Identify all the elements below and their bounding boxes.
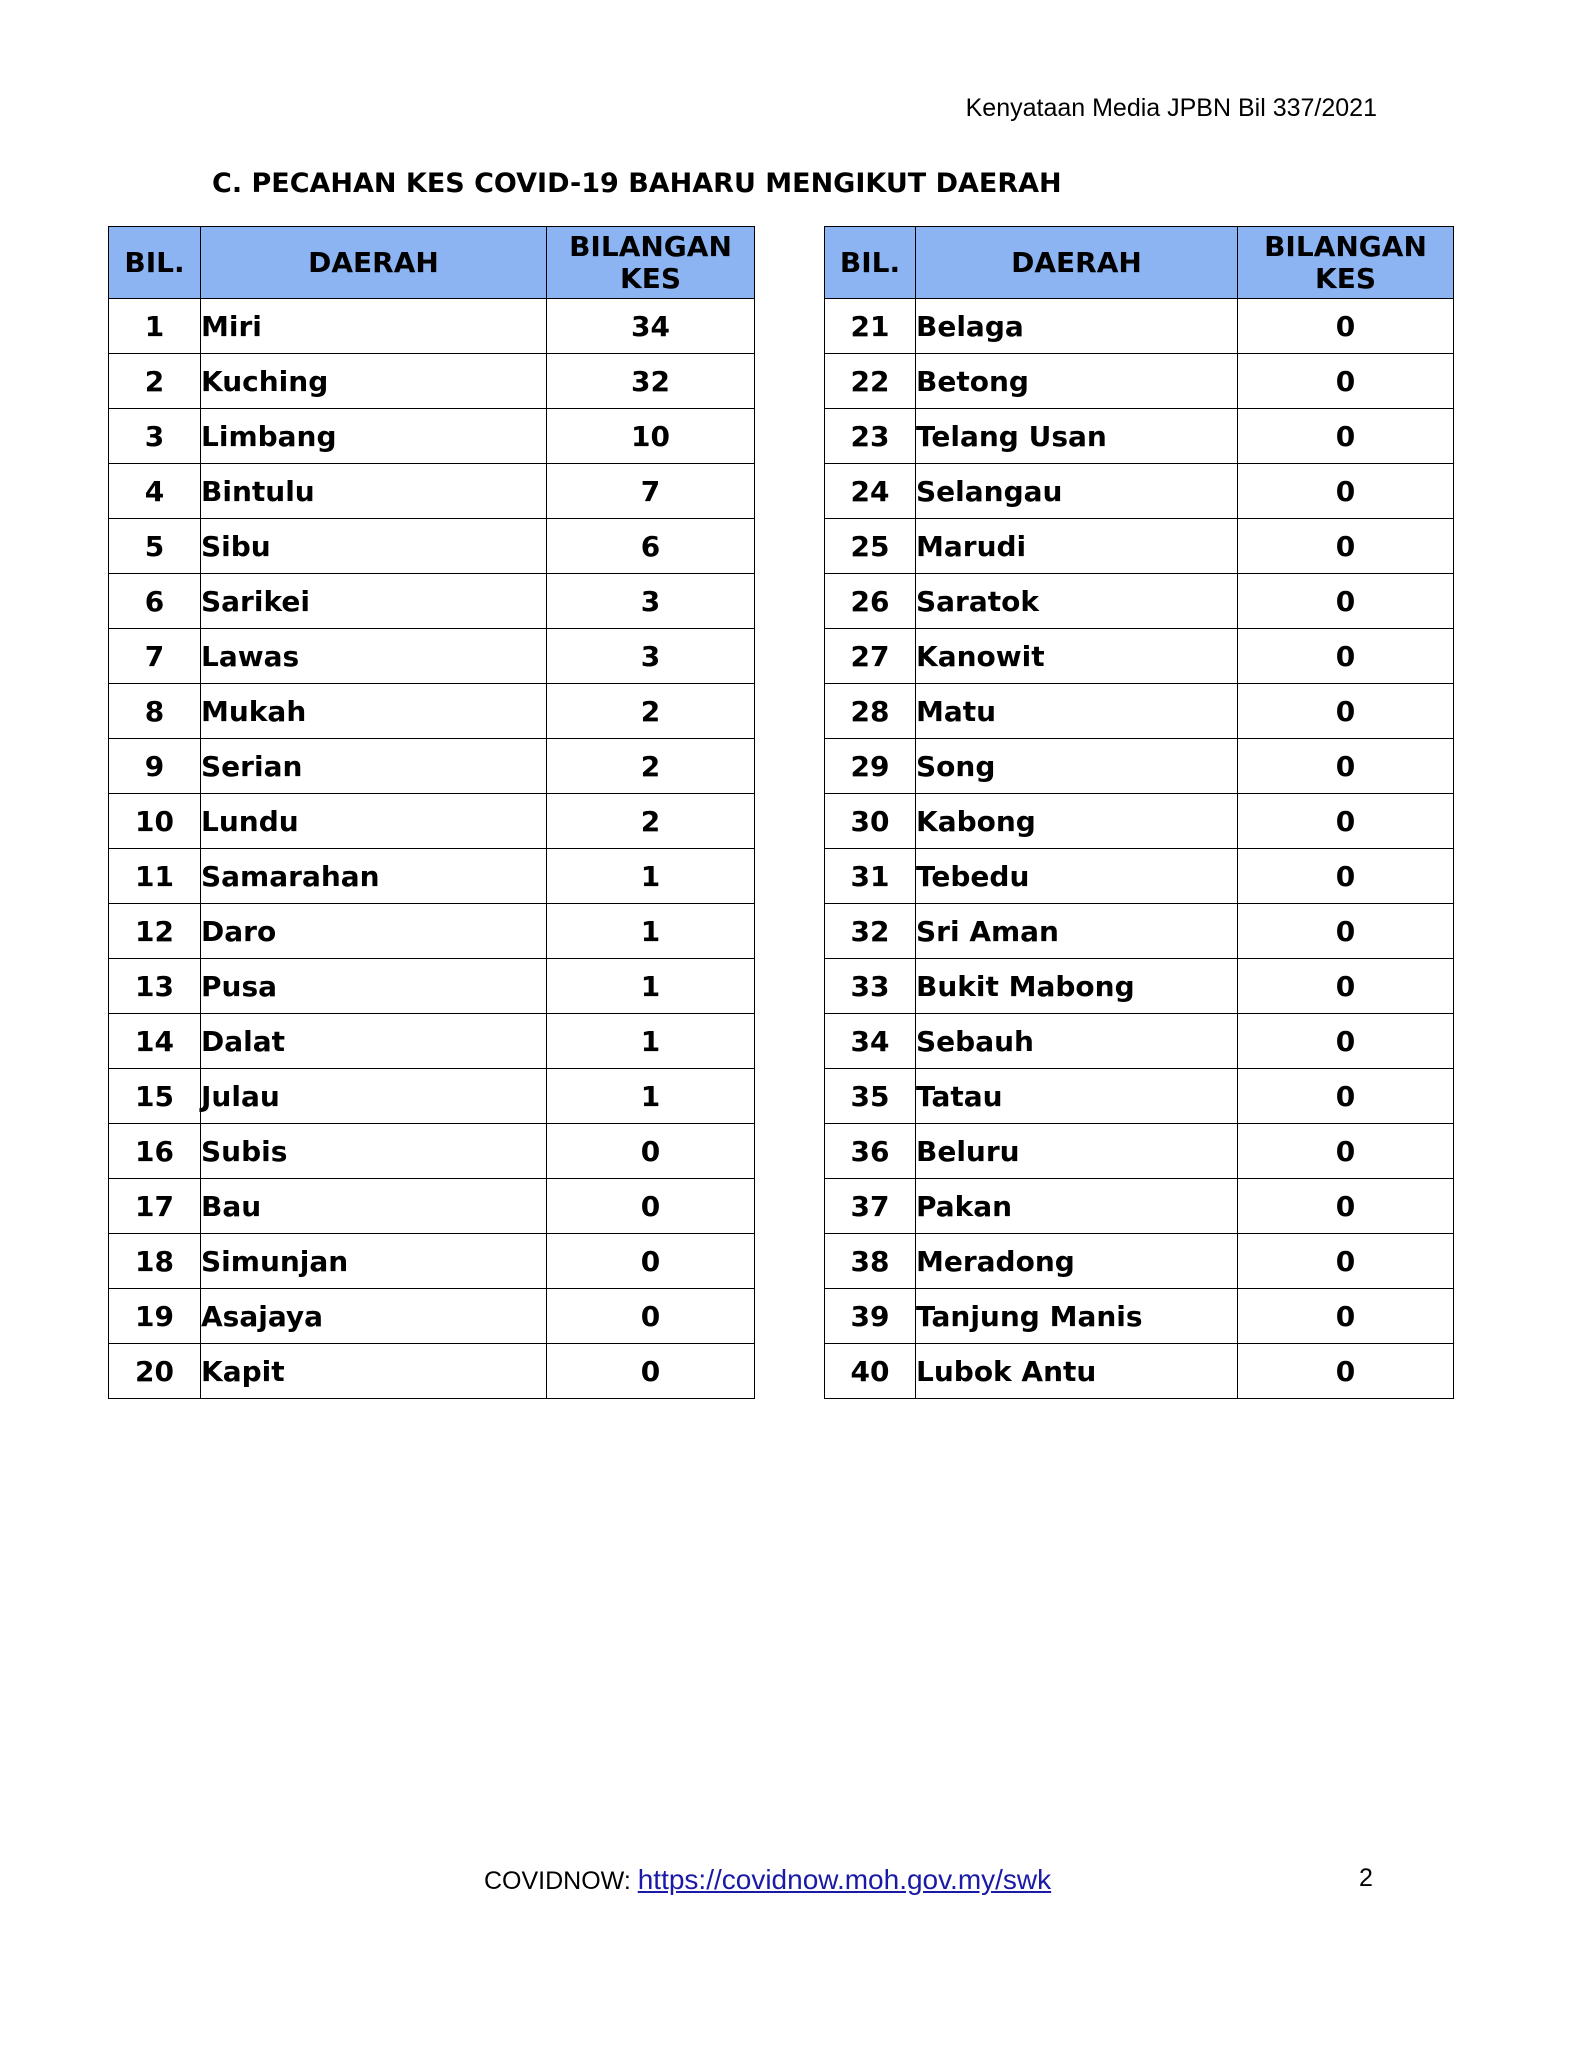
case-count: 1 <box>547 1069 755 1124</box>
row-number: 2 <box>109 354 201 409</box>
row-number: 8 <box>109 684 201 739</box>
district-name: Kanowit <box>916 629 1238 684</box>
case-count: 3 <box>547 629 755 684</box>
table-row <box>109 1014 755 1069</box>
row-number: 10 <box>109 794 201 849</box>
district-name: Lubok Antu <box>916 1344 1238 1399</box>
row-number: 31 <box>825 849 916 904</box>
table-row <box>109 299 755 354</box>
case-count: 0 <box>1238 354 1454 409</box>
district-name: Limbang <box>201 409 547 464</box>
row-number: 4 <box>109 464 201 519</box>
table-row <box>825 904 1454 959</box>
row-number: 22 <box>825 354 916 409</box>
table-row <box>825 959 1454 1014</box>
row-number: 25 <box>825 519 916 574</box>
table-row <box>825 684 1454 739</box>
column-header-cases-line1: BILANGAN <box>1264 229 1427 263</box>
case-count: 0 <box>1238 959 1454 1014</box>
row-number: 30 <box>825 794 916 849</box>
case-count: 2 <box>547 684 755 739</box>
column-header-district: DAERAH <box>201 227 547 299</box>
column-header-cases-line2: KES <box>1315 261 1376 295</box>
table-row <box>825 1289 1454 1344</box>
table-row <box>825 794 1454 849</box>
district-name: Julau <box>201 1069 547 1124</box>
row-number: 28 <box>825 684 916 739</box>
row-number: 27 <box>825 629 916 684</box>
page-number: 2 <box>1359 1864 1373 1892</box>
row-number: 38 <box>825 1234 916 1289</box>
table-row <box>109 354 755 409</box>
district-name: Simunjan <box>201 1234 547 1289</box>
table-row <box>109 519 755 574</box>
table-row <box>109 1124 755 1179</box>
column-header-cases-line1: BILANGAN <box>569 229 732 263</box>
row-number: 11 <box>109 849 201 904</box>
case-count: 0 <box>547 1289 755 1344</box>
table-row <box>825 1344 1454 1399</box>
district-name: Selangau <box>916 464 1238 519</box>
row-number: 26 <box>825 574 916 629</box>
case-count: 0 <box>1238 1069 1454 1124</box>
covidnow-link[interactable]: https://covidnow.moh.gov.my/swk <box>637 1864 1052 1895</box>
case-count: 0 <box>1238 299 1454 354</box>
footer <box>484 1864 1051 1896</box>
case-count: 7 <box>547 464 755 519</box>
row-number: 7 <box>109 629 201 684</box>
row-number: 35 <box>825 1069 916 1124</box>
district-name: Saratok <box>916 574 1238 629</box>
table-row <box>825 574 1454 629</box>
district-name: Telang Usan <box>916 409 1238 464</box>
table-row <box>825 1069 1454 1124</box>
case-count: 0 <box>1238 904 1454 959</box>
column-header-cases <box>1238 227 1454 299</box>
district-name: Beluru <box>916 1124 1238 1179</box>
table-row <box>825 739 1454 794</box>
row-number: 18 <box>109 1234 201 1289</box>
district-name: Matu <box>916 684 1238 739</box>
case-count: 0 <box>547 1124 755 1179</box>
row-number: 37 <box>825 1179 916 1234</box>
column-header-cases-line2: KES <box>620 261 681 295</box>
table-header-row <box>109 227 755 299</box>
row-number: 36 <box>825 1124 916 1179</box>
district-name: Asajaya <box>201 1289 547 1344</box>
table-row <box>109 849 755 904</box>
case-count: 32 <box>547 354 755 409</box>
row-number: 21 <box>825 299 916 354</box>
row-number: 13 <box>109 959 201 1014</box>
table-row <box>109 574 755 629</box>
district-name: Kapit <box>201 1344 547 1399</box>
row-number: 20 <box>109 1344 201 1399</box>
case-count: 0 <box>1238 1014 1454 1069</box>
district-name: Dalat <box>201 1014 547 1069</box>
row-number: 17 <box>109 1179 201 1234</box>
table-row <box>109 1069 755 1124</box>
row-number: 39 <box>825 1289 916 1344</box>
row-number: 5 <box>109 519 201 574</box>
table-row <box>109 1289 755 1344</box>
district-name: Kabong <box>916 794 1238 849</box>
case-count: 34 <box>547 299 755 354</box>
district-name: Kuching <box>201 354 547 409</box>
case-count: 0 <box>1238 409 1454 464</box>
district-name: Sarikei <box>201 574 547 629</box>
footer-label: COVIDNOW: <box>484 1867 638 1895</box>
district-name: Miri <box>201 299 547 354</box>
district-name: Pusa <box>201 959 547 1014</box>
table-header-row <box>825 227 1454 299</box>
district-name: Bukit Mabong <box>916 959 1238 1014</box>
table-row <box>825 1014 1454 1069</box>
case-count: 0 <box>1238 1344 1454 1399</box>
district-name: Sri Aman <box>916 904 1238 959</box>
row-number: 3 <box>109 409 201 464</box>
case-count: 0 <box>1238 574 1454 629</box>
table-row <box>109 739 755 794</box>
district-cases-table-right <box>824 226 1454 1399</box>
district-name: Bau <box>201 1179 547 1234</box>
row-number: 19 <box>109 1289 201 1344</box>
table-row <box>825 1179 1454 1234</box>
case-count: 0 <box>1238 1179 1454 1234</box>
table-row <box>109 629 755 684</box>
column-header-no: BIL. <box>825 227 916 299</box>
row-number: 23 <box>825 409 916 464</box>
table-row <box>109 1344 755 1399</box>
case-count: 0 <box>1238 739 1454 794</box>
section-title: C. PECAHAN KES COVID-19 BAHARU MENGIKUT DAERAH <box>212 168 1062 199</box>
column-header-cases <box>547 227 755 299</box>
district-name: Tanjung Manis <box>916 1289 1238 1344</box>
district-name: Subis <box>201 1124 547 1179</box>
table-row <box>825 849 1454 904</box>
row-number: 29 <box>825 739 916 794</box>
row-number: 33 <box>825 959 916 1014</box>
table-row <box>825 464 1454 519</box>
district-name: Mukah <box>201 684 547 739</box>
case-count: 0 <box>547 1234 755 1289</box>
case-count: 0 <box>1238 849 1454 904</box>
table-row <box>825 354 1454 409</box>
district-name: Pakan <box>916 1179 1238 1234</box>
district-name: Sebauh <box>916 1014 1238 1069</box>
district-name: Belaga <box>916 299 1238 354</box>
district-name: Tatau <box>916 1069 1238 1124</box>
case-count: 3 <box>547 574 755 629</box>
row-number: 1 <box>109 299 201 354</box>
table-row <box>109 464 755 519</box>
case-count: 0 <box>1238 1124 1454 1179</box>
row-number: 9 <box>109 739 201 794</box>
case-count: 0 <box>547 1179 755 1234</box>
district-name: Song <box>916 739 1238 794</box>
case-count: 0 <box>1238 684 1454 739</box>
district-name: Lundu <box>201 794 547 849</box>
district-name: Serian <box>201 739 547 794</box>
case-count: 0 <box>1238 629 1454 684</box>
row-number: 15 <box>109 1069 201 1124</box>
case-count: 1 <box>547 849 755 904</box>
district-name: Meradong <box>916 1234 1238 1289</box>
table-row <box>825 629 1454 684</box>
row-number: 16 <box>109 1124 201 1179</box>
table-row <box>825 519 1454 574</box>
row-number: 34 <box>825 1014 916 1069</box>
table-row <box>825 409 1454 464</box>
district-name: Bintulu <box>201 464 547 519</box>
row-number: 14 <box>109 1014 201 1069</box>
district-name: Lawas <box>201 629 547 684</box>
table-row <box>109 409 755 464</box>
district-name: Samarahan <box>201 849 547 904</box>
table-row <box>825 1124 1454 1179</box>
district-name: Betong <box>916 354 1238 409</box>
row-number: 24 <box>825 464 916 519</box>
document-reference: Kenyataan Media JPBN Bil 337/2021 <box>965 94 1377 122</box>
table-row <box>109 904 755 959</box>
district-name: Marudi <box>916 519 1238 574</box>
column-header-no: BIL. <box>109 227 201 299</box>
district-cases-table-left <box>108 226 755 1399</box>
table-row <box>109 1179 755 1234</box>
case-count: 0 <box>1238 1289 1454 1344</box>
column-header-district: DAERAH <box>916 227 1238 299</box>
case-count: 6 <box>547 519 755 574</box>
case-count: 0 <box>547 1344 755 1399</box>
case-count: 2 <box>547 739 755 794</box>
case-count: 0 <box>1238 519 1454 574</box>
case-count: 2 <box>547 794 755 849</box>
case-count: 0 <box>1238 464 1454 519</box>
case-count: 1 <box>547 959 755 1014</box>
row-number: 32 <box>825 904 916 959</box>
case-count: 0 <box>1238 794 1454 849</box>
case-count: 1 <box>547 904 755 959</box>
row-number: 12 <box>109 904 201 959</box>
table-row <box>825 1234 1454 1289</box>
table-row <box>109 684 755 739</box>
district-name: Tebedu <box>916 849 1238 904</box>
table-row <box>109 959 755 1014</box>
table-row <box>109 794 755 849</box>
table-row <box>109 1234 755 1289</box>
district-name: Daro <box>201 904 547 959</box>
district-name: Sibu <box>201 519 547 574</box>
case-count: 1 <box>547 1014 755 1069</box>
table-row <box>825 299 1454 354</box>
case-count: 0 <box>1238 1234 1454 1289</box>
row-number: 40 <box>825 1344 916 1399</box>
row-number: 6 <box>109 574 201 629</box>
case-count: 10 <box>547 409 755 464</box>
